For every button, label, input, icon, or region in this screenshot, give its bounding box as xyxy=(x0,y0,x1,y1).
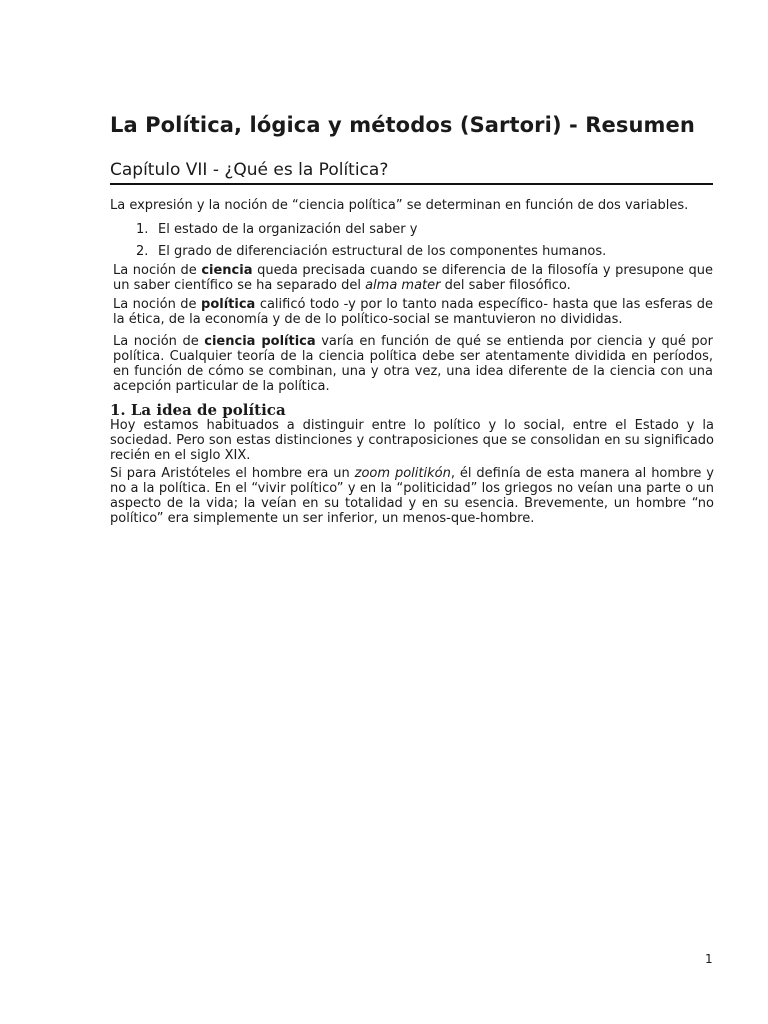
document-title: La Política, lógica y métodos (Sartori) - Resumen xyxy=(110,113,695,137)
section1-paragraph-1: Hoy estamos habituados a distinguir entre lo político y lo social, entre el Estado y la sociedad. Pero son estas distinciones y contraposiciones que se consolidan en su significado recién en el siglo XIX. xyxy=(110,418,714,463)
para-text: , él definía de esta manera al hombre y no a la política. En el “vivir político” y en la “politicidad” los griegos no veían una parte o un aspecto de la vida; la veían en su totalidad y en su esencia. Brevemente, un hombre “no político” era simplemente un ser inferior, un menos-que-hombre. xyxy=(110,466,714,526)
block-text: La noción de xyxy=(113,334,205,349)
page-number: 1 xyxy=(705,952,713,966)
block-ciencia xyxy=(113,263,713,293)
block-text: queda precisada cuando se diferencia de la filosofía y presupone que un saber científico se ha separado del xyxy=(113,263,713,293)
chapter-heading: Capítulo VII - ¿Qué es la Política? xyxy=(110,160,713,185)
italic-term: alma mater xyxy=(365,278,441,293)
block-text: La noción de xyxy=(113,297,202,312)
block-text: calificó todo -y por lo tanto nada específico- hasta que las esferas de la ética, de la economía y de de lo político-social se mantuvieron no divididas. xyxy=(113,297,713,327)
section1-paragraph-2 xyxy=(110,466,714,526)
block-text: La noción de xyxy=(113,263,202,278)
block-text: varía en función de qué se entienda por ciencia y qué por política. Cualquier teoría de la ciencia política debe ser atentamente dividida en períodos, en función de cómo se combinan, una y otra vez, una idea diferente de la ciencia con una acepción particular de la política. xyxy=(113,334,713,394)
list-number: 2. xyxy=(136,244,149,259)
block-ciencia-politica xyxy=(113,334,713,394)
block-text: del saber filosófico. xyxy=(440,278,571,293)
section-heading: 1. La idea de política xyxy=(110,401,286,419)
list-text: El grado de diferenciación estructural de los componentes humanos. xyxy=(158,244,607,259)
list-item xyxy=(136,241,606,263)
bold-term: ciencia política xyxy=(204,334,316,349)
list-text: El estado de la organización del saber y xyxy=(158,222,418,237)
italic-term: zoom politikón xyxy=(354,466,451,481)
list-number: 1. xyxy=(136,222,149,237)
list-item xyxy=(136,219,606,241)
intro-paragraph: La expresión y la noción de “ciencia política” se determinan en función de dos variables. xyxy=(110,198,689,213)
variables-list xyxy=(136,219,606,263)
bold-term: ciencia xyxy=(201,263,253,278)
bold-term: política xyxy=(201,297,256,312)
para-text: Si para Aristóteles el hombre era un xyxy=(110,466,355,481)
block-politica xyxy=(113,297,713,327)
